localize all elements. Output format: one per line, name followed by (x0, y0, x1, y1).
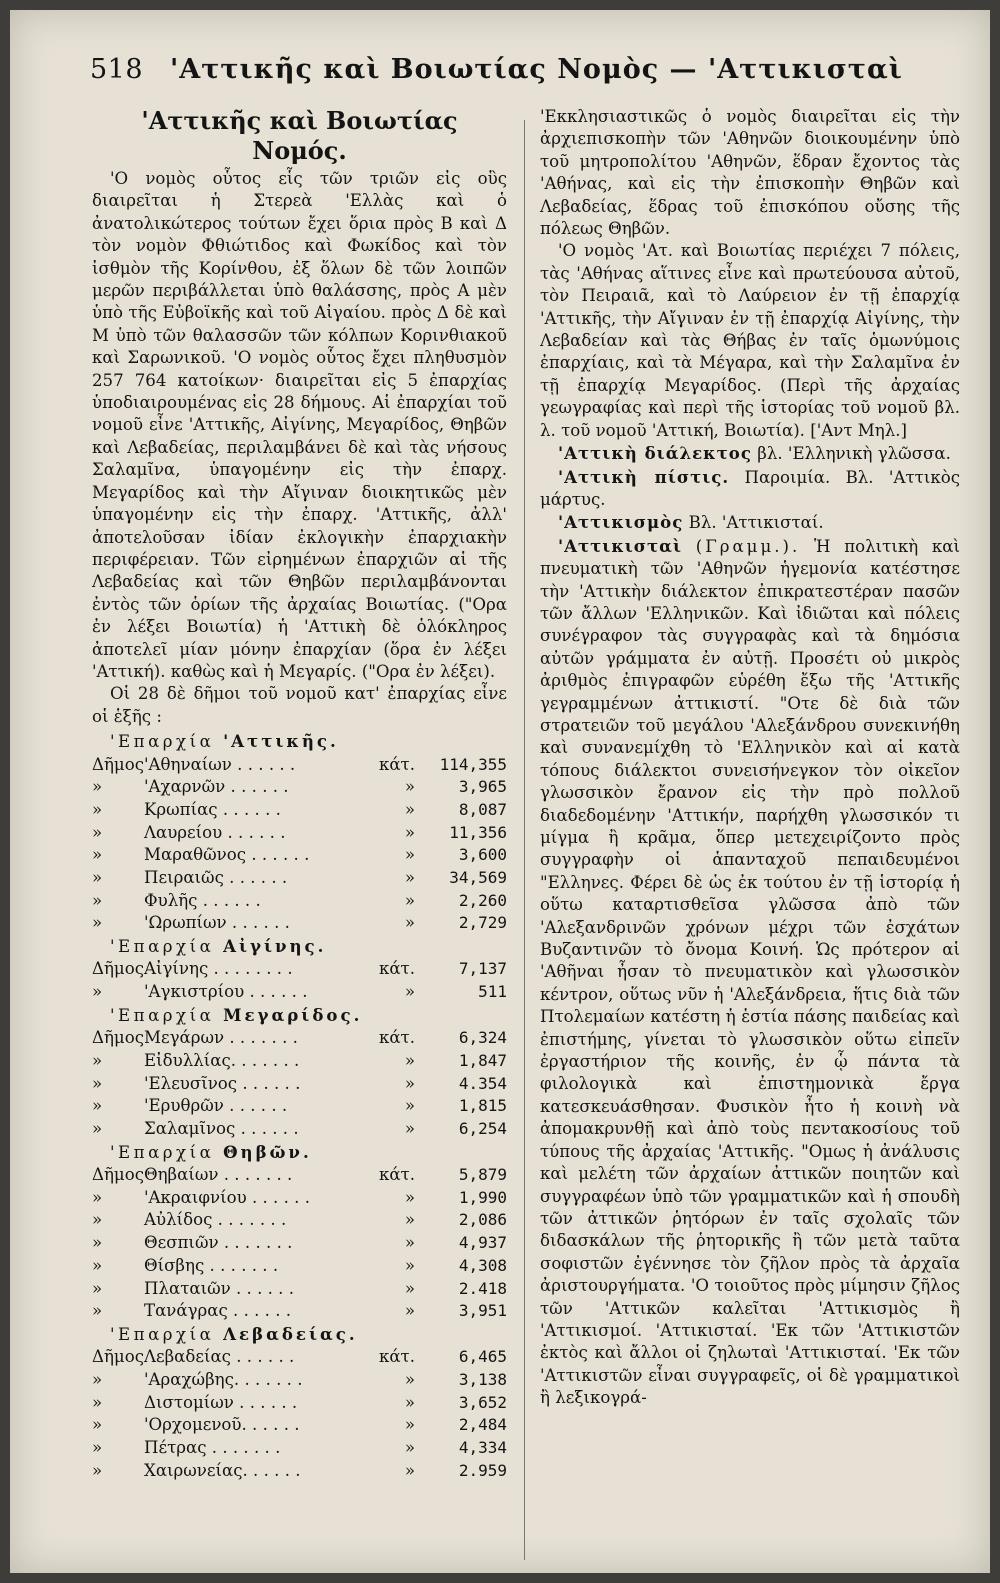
table-row (92, 776, 507, 799)
row-lead: » (92, 1255, 103, 1275)
population-value: 6,465 (458, 1347, 507, 1367)
book-page (10, 10, 990, 1573)
row-lead: » (92, 1096, 103, 1116)
province-prefix: 'Επαρχία (110, 732, 215, 752)
right-column (540, 106, 960, 1410)
table-row (92, 1437, 507, 1460)
population-value: 34,569 (449, 868, 507, 887)
unit-label: » (404, 1392, 415, 1412)
cities-paragraph: 'Ο νομὸς 'Ατ. καὶ Βοιωτίας περιέχει 7 πόλεις, τὰς 'Αθήνας αἵτινες εἶνε καὶ πρωτεύουσα αὐτοῦ, τὸν Πειραιᾶ, καὶ τὸ Λαύρειον ἐν τῇ ἐπαρχίᾳ 'Αττικῆς, τὴν Αἴγιναν ἐν τῇ ἐπαρχίᾳ Αἰγίνης, τὴν Λεβαδείαν καὶ τὰς Θήβας ἐν ταῖς ὁμωνύμοις ἐπαρχίαις, καὶ τὰ Μέγαρα, καὶ τὴν Σαλαμῖνα ἐν τῇ ἐπαρχίᾳ Μεγαρίδος. (Περὶ τῆς ἀρχαίας γεωγραφίας καὶ περὶ τῆς ἱστορίας τοῦ νομοῦ βλ. λ. τοῦ νομοῦ 'Αττική, Βοιωτία). ['Αντ Μηλ.] (540, 241, 960, 440)
table-row (92, 1209, 507, 1232)
unit-label: » (404, 1370, 415, 1389)
province-heading (92, 935, 507, 958)
unit-label: » (404, 1278, 415, 1298)
entry-attic-dialect (540, 442, 960, 465)
row-lead: » (92, 1073, 103, 1093)
deme-name: Θεσπιῶν . . . . . . . (144, 1233, 293, 1253)
entry-text: Βλ. 'Αττικισταί. (688, 513, 824, 533)
table-row (92, 1073, 507, 1096)
population-value: 3,965 (458, 777, 507, 797)
deme-name: Διστομίων . . . . . . (144, 1392, 298, 1412)
row-lead: » (92, 1210, 103, 1230)
unit-label: » (404, 845, 415, 865)
deme-name: 'Ακραιφνίου . . . . . . (144, 1187, 310, 1207)
population-value: 1,815 (458, 1096, 507, 1116)
population-value: 3,951 (458, 1301, 507, 1321)
province-heading (92, 730, 507, 753)
row-lead: » (92, 845, 103, 865)
row-lead: » (92, 1415, 103, 1435)
population-value: 4,308 (458, 1255, 507, 1275)
ecclesiastical-paragraph: 'Εκκλησιαστικῶς ὁ νομὸς διαιρεῖται εἰς τὴν ἀρχιεπισκοπὴν τῶν 'Αθηνῶν διοικουμένην ὑπὸ τοῦ μητροπολίτου 'Αθηνῶν, ἕδραν ἔχοντος τὰς 'Αθήνας, καὶ εἰς τὴν ἐπισκοπὴν Θηβῶν καὶ Λεβαδείας, ἕδρας τοῦ ἐπισκόπου οὔσης τῆς πόλεως Θηβῶν. (540, 107, 960, 239)
province-name: Θηβῶν. (223, 1141, 312, 1162)
unit-label: » (404, 1073, 415, 1093)
population-value: 2.418 (458, 1278, 507, 1298)
unit-label: κάτ. (378, 1165, 415, 1185)
deme-name: Φυλῆς . . . . . . (144, 890, 261, 910)
province-heading (92, 1323, 507, 1346)
table-row (92, 958, 507, 981)
entry-text: βλ. 'Ελληνικὴ γλῶσσα. (757, 444, 951, 464)
deme-name: Χαιρωνείας. . . . . . (144, 1460, 301, 1480)
province-heading-row (92, 730, 507, 753)
province-heading (92, 1004, 507, 1027)
province-heading-row (92, 1141, 507, 1164)
unit-label: » (404, 890, 415, 910)
unit-label: » (404, 1050, 415, 1070)
table-row (92, 890, 507, 913)
row-lead: » (92, 1460, 103, 1480)
row-lead: Δῆμος (92, 1028, 144, 1048)
table-row (92, 844, 507, 867)
entry-atticism (540, 511, 960, 534)
row-lead: » (92, 890, 103, 910)
row-lead: » (92, 913, 103, 933)
table-row (92, 1050, 507, 1073)
deme-name: 'Αραχώβης. . . . . . . (144, 1370, 303, 1389)
unit-label: κάτ. (378, 1028, 415, 1048)
population-value: 511 (478, 982, 507, 1002)
table-row (92, 867, 507, 890)
demes-table (92, 730, 507, 1482)
table-row (92, 1255, 507, 1278)
population-value: 3,652 (458, 1392, 507, 1412)
population-value: 114,355 (439, 754, 507, 774)
province-name: Αἰγίνης. (223, 936, 327, 957)
deme-name: Αὐλίδος . . . . . . . (144, 1210, 287, 1230)
row-lead: » (92, 777, 103, 797)
province-heading-row (92, 935, 507, 958)
table-row (92, 1392, 507, 1415)
population-value: 8,087 (458, 799, 507, 819)
deme-name: Κρωπίας . . . . . . (144, 799, 281, 819)
province-heading (92, 1141, 507, 1164)
unit-label: » (404, 1438, 415, 1458)
unit-label: » (404, 1119, 415, 1138)
entry-subject: (Γραμμ.). (695, 536, 801, 556)
deme-name: Λαυρείου . . . . . . (144, 822, 286, 842)
entry-head: 'Αττικὴ πίστις. (558, 466, 730, 487)
demes-intro: Οἱ 28 δὲ δῆμοι τοῦ νομοῦ κατ' ἐπαρχίας εἶνε οἱ ἑξῆς : (92, 684, 507, 726)
entry-head: 'Αττικισταὶ (558, 535, 682, 556)
deme-name: 'Ορχομενοῦ. . . . . . (144, 1415, 300, 1435)
population-value: 4.354 (458, 1073, 507, 1093)
entry-atticists (540, 535, 960, 1410)
table-row (92, 1300, 507, 1323)
province-name: Λεβαδείας. (223, 1323, 358, 1344)
province-name: 'Αττικῆς. (223, 731, 339, 752)
deme-name: Σαλαμῖνος . . . . . . (144, 1119, 299, 1138)
population-value: 2,729 (458, 913, 507, 933)
province-prefix: 'Επαρχία (110, 1005, 215, 1025)
unit-label: » (404, 913, 415, 933)
table-row (92, 754, 507, 777)
deme-name: Θηβαίων . . . . . . . (144, 1165, 293, 1185)
article-title: 'Αττικῆς καὶ Βοιωτίας Νομός. (141, 106, 458, 165)
province-heading-row (92, 1004, 507, 1027)
page-header (90, 54, 970, 94)
deme-name: Θίσβης . . . . . . . (144, 1255, 279, 1275)
population-value: 2.959 (458, 1460, 507, 1480)
row-lead: » (92, 1187, 103, 1207)
population-value: 6,324 (458, 1028, 507, 1048)
row-lead: » (92, 1301, 103, 1321)
row-lead: » (92, 1370, 103, 1389)
deme-name: Εἰδυλλίας. . . . . . . (144, 1050, 300, 1070)
unit-label: » (404, 1415, 415, 1435)
province-prefix: 'Επαρχία (110, 1324, 215, 1344)
deme-name: Πειραιῶς . . . . . . (144, 868, 288, 887)
population-value: 4,334 (458, 1438, 507, 1458)
row-lead: Δῆμος (92, 754, 144, 774)
table-row (92, 912, 507, 935)
population-value: 11,356 (449, 822, 507, 842)
table-row (92, 981, 507, 1004)
deme-name: Λεβαδείας . . . . . . (144, 1347, 295, 1367)
unit-label: » (404, 868, 415, 887)
unit-label: » (404, 777, 415, 797)
population-value: 7,137 (458, 959, 507, 979)
entry-attic-faith (540, 466, 960, 512)
table-row (92, 1369, 507, 1392)
row-lead: » (92, 1392, 103, 1412)
row-lead: » (92, 868, 103, 887)
row-lead: Δῆμος (92, 1165, 144, 1185)
population-value: 3,138 (458, 1370, 507, 1389)
entry-text: Ἡ πολιτικὴ καὶ πνευματικὴ τῶν 'Αθηνῶν ἡγεμονία κατέστησε τὴν 'Αττικὴν διάλεκτον ἐπικρατεστέραν πασῶν τῶν ἄλλων 'Ελληνικῶν. Καὶ ἰδιῶται καὶ πόλεις συνέγραφον τὰς συγγραφὰς καὶ τὰ δημόσια αὐτῶν γράμματα ἐν αὐτῇ. Προσέτι οὐ μικρὸς ἀριθμὸς ἐπιγραφῶν εὑρέθη ἔξω τῆς 'Αττικῆς γεγραμμένων ἀττικιστί. "Οτε δὲ διὰ τῶν στρατειῶν τοῦ μεγάλου 'Αλεξάνδρου συνεκινήθη καὶ συνανεμίχθη τὸ 'Ελληνικὸν καὶ αἱ κατὰ τόπους διάλεκτοι συνεισήνεγκον τὸν οἰκεῖον γλωσσικὸν ἔρανον εἰς τὴν πρὸ πολλοῦ διαδεδομένην 'Αττικήν, παρήχθη γλωσσικόν τι μίγμα ἢ κρᾶμα, ὅπερ μετεχειρίζοντο πρὸς συγγραφὴν οἱ ἁπανταχοῦ πεπαιδευμένοι "Ελληνες. Φέρει δὲ ὡς ἐκ τούτου ἐν τῇ ἱστορίᾳ ἡ οὕτω καταρτισθεῖσα γλῶσσα ἀπὸ τῶν 'Αλεξανδρινῶν χρόνων μέχρι τῶν ἐσχάτων Βυζαντινῶν τὸ ὄνομα Κοινή. Ὡς πρότερον αἱ 'Αθῆναι ἦσαν τὸ πνευματικὸν καὶ γλωσσικὸν κέντρον, οὕτως νῦν ἡ 'Αλεξάνδρεια, ἥτις διὰ τῶν Πτολεμαίων κατέστη ἡ ἑστία πάσης παιδείας καὶ ἐπιστήμης, γίνεται τὸ γλωσσικὸν οὕτω εἰπεῖν ἐργαστήριον τῆς κοινῆς, ἐν ᾧ πάντα τὰ φιλολογικὰ καὶ ἐπιστημονικὰ ἔργα κατεσκευάσθησαν. Φυσικὸν ἦτο ἡ κοινὴ νὰ ἀπομακρυνθῇ καὶ ἀπὸ τοὺς πεντακοσίους τοῦ τύπους τῆς ἀρχαίας 'Αττικῆς. "Ομως ἡ ἀνάλυσις καὶ μελέτη τῶν ἀρχαίων ἀττικῶν ποιητῶν καὶ συγγραφέων ὑπὸ τῶν γραμματικῶν καὶ ἡ σπουδὴ τῶν ἀττικῶν ῥητόρων ἐν ταῖς σχολαῖς τῶν διδασκάλων τῆς ῥητορικῆς ἢ τῶν μετὰ ταῦτα σοφιστῶν ἐγέννησε τὸν ζῆλον πρὸς τὰ ἀρχαῖα ἀριστουργήματα. 'Ο τοιοῦτος πρὸς μίμησιν ζῆλος τῶν 'Αττικῶν καλεῖται 'Αττικισμὸς ἢ 'Αττικισμοί. 'Αττικισταί. 'Εκ τῶν 'Αττικιστῶν ἐκτὸς καὶ ἄλλοι οἱ ζηλωταὶ 'Αττικισταί. 'Εκ τῶν 'Αττικιστῶν εἶναι συγγραφεῖς, οἱ δὲ γραμματικοὶ ἢ λεξικογρά- (540, 536, 960, 1408)
table-row (92, 799, 507, 822)
deme-name: Πλαταιῶν . . . . . . (144, 1278, 295, 1298)
row-lead: » (92, 1278, 103, 1298)
unit-label: » (404, 1096, 415, 1116)
row-lead: » (92, 1119, 103, 1138)
unit-label: » (404, 982, 415, 1002)
row-lead: » (92, 1233, 103, 1253)
entry-head: 'Αττικισμὸς (558, 512, 684, 533)
deme-name: Πέτρας . . . . . . . (144, 1438, 281, 1458)
row-lead: » (92, 1438, 103, 1458)
deme-name: 'Ελευσῖνος . . . . . . (144, 1073, 301, 1093)
deme-name: Τανάγρας . . . . . . (144, 1301, 292, 1321)
table-row (92, 1118, 507, 1141)
table-row (92, 1187, 507, 1210)
unit-label: » (404, 1233, 415, 1253)
column-rule (524, 120, 525, 1560)
row-lead: Δῆμος (92, 959, 144, 979)
row-lead: » (92, 1050, 103, 1070)
row-lead: » (92, 799, 103, 819)
province-prefix: 'Επαρχία (110, 1142, 215, 1162)
entry-head: 'Αττικὴ διάλεκτος (558, 443, 752, 464)
unit-label: » (404, 1187, 415, 1207)
deme-name: Μαραθῶνος . . . . . . (144, 845, 310, 865)
table-row (92, 1414, 507, 1437)
province-heading-row (92, 1323, 507, 1346)
deme-name: 'Αχαρνῶν . . . . . . (144, 777, 289, 797)
deme-name: 'Ωρωπίων . . . . . . (144, 913, 290, 933)
deme-name: Αἰγίνης . . . . . . . . (144, 959, 293, 979)
deme-name: 'Αθηναίων . . . . . . (144, 754, 296, 774)
unit-label: » (404, 1210, 415, 1230)
row-lead: » (92, 822, 103, 842)
population-value: 2,086 (458, 1210, 507, 1230)
row-lead: » (92, 982, 103, 1002)
population-value: 1,990 (458, 1187, 507, 1207)
deme-name: 'Αγκιστρίου . . . . . . (144, 982, 308, 1002)
running-title: 'Αττικῆς καὶ Βοιωτίας Νομὸς — 'Αττικισταὶ (170, 54, 903, 85)
population-value: 6,254 (458, 1119, 507, 1138)
population-value: 1,847 (458, 1050, 507, 1070)
unit-label: » (404, 1301, 415, 1321)
table-row (92, 1278, 507, 1301)
province-name: Μεγαρίδος. (223, 1004, 363, 1025)
unit-label: κάτ. (378, 959, 415, 979)
unit-label: » (404, 1460, 415, 1480)
unit-label: » (404, 799, 415, 819)
table-row (92, 1164, 507, 1187)
unit-label: » (404, 822, 415, 842)
page-number: 518 (90, 54, 144, 85)
deme-name: 'Ερυθρῶν . . . . . . (144, 1096, 288, 1116)
population-value: 4,937 (458, 1233, 507, 1253)
population-value: 2,260 (458, 890, 507, 910)
population-value: 2,484 (458, 1415, 507, 1435)
table-row (92, 1346, 507, 1369)
population-value: 5,879 (458, 1165, 507, 1185)
province-prefix: 'Επαρχία (110, 937, 215, 957)
unit-label: » (404, 1255, 415, 1275)
table-row (92, 1460, 507, 1483)
intro-paragraph: 'Ο νομὸς οὗτος εἷς τῶν τριῶν εἰς οὓς διαιρεῖται ἡ Στερεὰ 'Ελλὰς καὶ ὁ ἀνατολικώτερος τούτων ἔχει ὅρια πρὸς Β καὶ Δ τὸν νομὸν Φθιώτιδος καὶ Φωκίδος καὶ τὸν ἰσθμὸν τῆς Κορίνθου, ἐξ ὅλων δὲ τῶν λοιπῶν μερῶν περιβάλλεται ὑπὸ θαλάσσης, πρὸς Α μὲν ὑπὸ τῆς Εὐβοϊκῆς καὶ τοῦ Αἰγαίου. πρὸς Δ δὲ καὶ Μ ὑπὸ τῶν θαλασσῶν τῶν κόλπων Κορινθιακοῦ καὶ Σαρωνικοῦ. 'Ο νομὸς οὗτος ἔχει πληθυσμὸν 257 764 κατοίκων· διαιρεῖται εἰς 5 ἐπαρχίας ὑποδιαιρουμένας εἰς 28 δήμους. Αἱ ἐπαρχίαι τοῦ νομοῦ εἶνε 'Αττικῆς, Αἰγίνης, Μεγαρίδος, Θηβῶν καὶ Λεβαδείας, περιλαμβάνει δὲ καὶ τὰς νήσους Σαλαμῖνα, ὑπαγομένην εἰς τὴν ἐπαρχ. Μεγαρίδος καὶ τὴν Αἴγιναν διοικητικῶς μὲν ὑπαγομένην εἰς τὴν ἐπαρχ. 'Αττικῆς, ἀλλ' ἀποτελοῦσαν ἰδίαν ἐκλογικὴν ἐπαρχιακὴν περιφέρειαν. Τῶν εἰρημένων ἐπαρχιῶν αἱ τῆς Λεβαδείας καὶ τῶν Θηβῶν περιλαμβάνονται ἐντὸς τῶν ὁρίων τῆς ἀρχαίας Βοιωτίας. ("Ορα ἐν λέξει Βοιωτία) ἡ 'Αττικὴ δὲ ὁλόκληρος ἀποτελεῖ μίαν μόνην ἐπαρχίαν (ὅρα ἐν λέξει 'Αττική). καθὼς καὶ ἡ Μεγαρίς. ("Ορα ἐν λέξει). (92, 169, 507, 681)
table-row (92, 1095, 507, 1118)
unit-label: κάτ. (378, 1347, 415, 1367)
left-column (92, 106, 507, 1482)
entry-text: Παροιμία. Βλ. 'Αττικὸς μάρτυς. (540, 467, 960, 509)
unit-label: κάτ. (378, 754, 415, 774)
deme-name: Μεγάρων . . . . . . . (144, 1028, 298, 1048)
table-row (92, 1027, 507, 1050)
table-row (92, 1232, 507, 1255)
table-row (92, 822, 507, 845)
population-value: 3,600 (458, 845, 507, 865)
row-lead: Δῆμος (92, 1347, 144, 1367)
